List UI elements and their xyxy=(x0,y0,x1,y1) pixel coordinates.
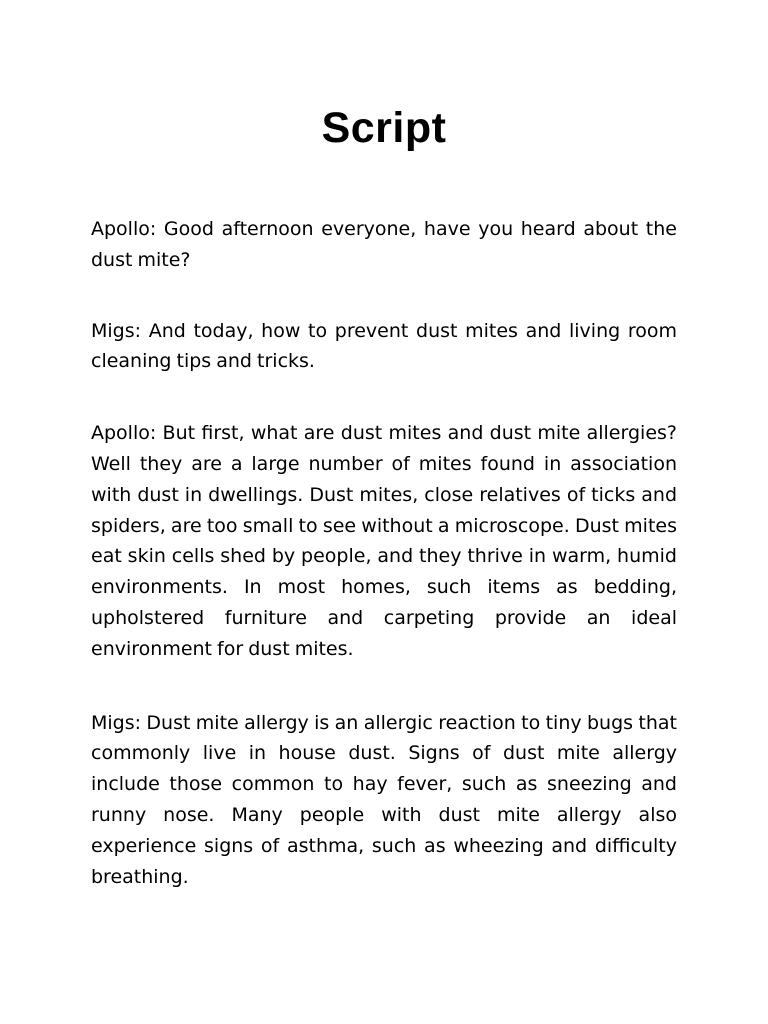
page-title: Script xyxy=(321,104,447,152)
script-paragraph-apollo-greeting: Apollo: Good afternoon everyone, have you heard about the dust mite? xyxy=(91,218,677,271)
script-body xyxy=(91,214,677,932)
script-paragraph-migs-intro: Migs: And today, how to prevent dust mites and living room cleaning tips and tricks. xyxy=(91,319,677,373)
script-paragraph-migs-allergy: Migs: Dust mite allergy is an allergic reaction to tiny bugs that commonly live in house dust. Signs of dust mite allergy include those common to hay fever, such as sneezing and runny nose. Many people with dust mite allergy also experience signs of asthma, such as wheezing and difficulty breathing. xyxy=(91,711,677,888)
script-paragraph-apollo-definition: Apollo: But first, what are dust mites and dust mite allergies? Well they are a large number of mites found in association with dust in dwellings. Dust mites, close relatives of ticks and spiders, are too small to see without a microscope. Dust mites eat skin cells shed by people, and they thrive in warm, humid environments. In most homes, such items as bedding, upholstered furniture and carpeting provide an ideal environment for dust mites. xyxy=(91,422,677,660)
